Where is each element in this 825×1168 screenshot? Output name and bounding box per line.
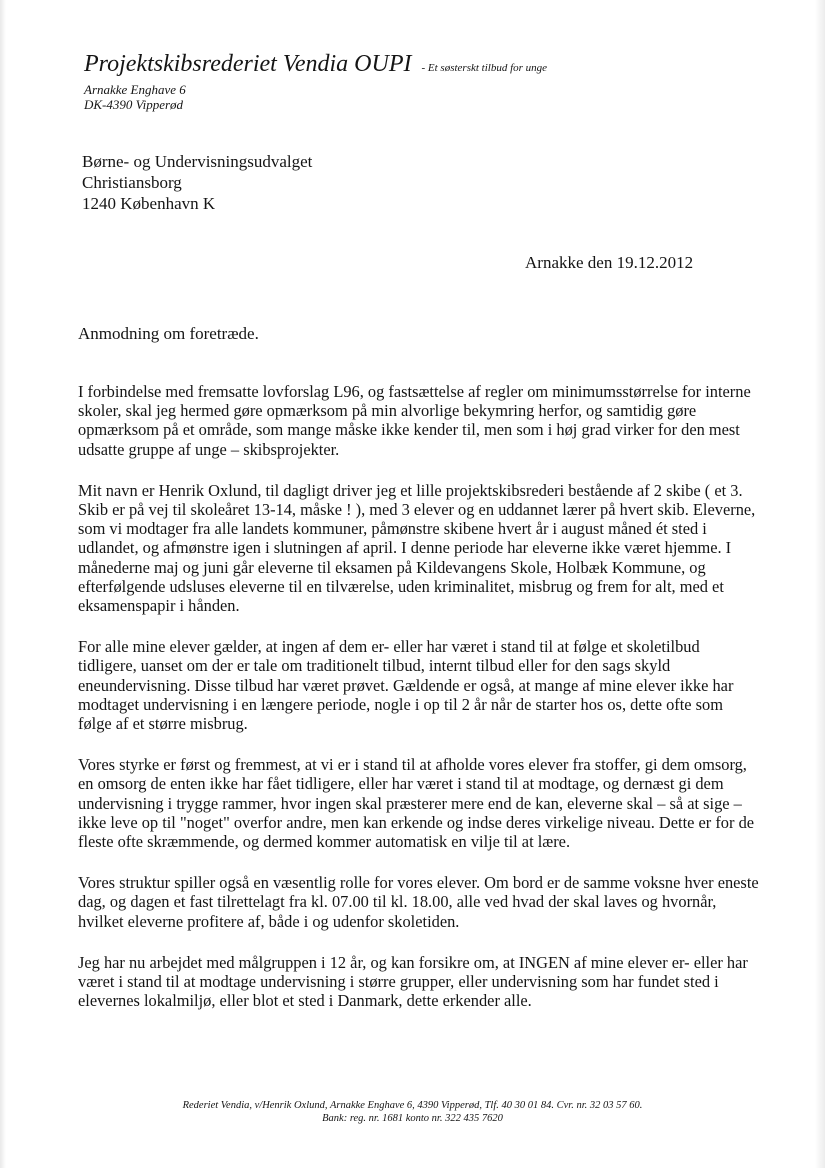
scan-edge-right [815,0,825,1168]
recipient-city: 1240 København K [82,194,216,213]
company-tagline: - Et søsterskt tilbud for unge [421,62,548,74]
recipient-block [82,151,312,214]
sender-address-city: DK-4390 Vipperød [84,97,184,112]
scan-edge-left [0,0,6,1168]
company-line [84,50,784,82]
letterhead [84,50,784,112]
sender-address-street: Arnakke Enghave 6 [84,82,186,97]
letter-body [78,382,760,1032]
paragraph-intro: I forbindelse med fremsatte lovforslag L96, og fastsættelse af regler om minimumsstørrelse for interne skoler, skal jeg hermed gøre opmærksom på min alvorlige bekymring herfor, og samtidig gøre opmærksom på et område, som mange måske ikke kender til, men som i høj grad virker for den mest udsatte gruppe af unge – skibsprojekter. [78,382,751,459]
recipient-name: Børne- og Undervisningsudvalget [82,152,313,171]
company-name: Projektskibsrederiet Vendia OUPI [84,51,412,77]
recipient-building: Christiansborg [82,173,182,192]
letter-footer [0,1099,825,1125]
paragraph-background: Mit navn er Henrik Oxlund, til dagligt driver jeg et lille projektskibsrederi bestående af 2 skibe ( et 3. Skib er på vej til skoleåret 13-14, måske ! ), med 3 elever og en uddannet lærer på hvert skib. Eleverne, som vi modtager fra alle landets kommuner, påmønstre skibene hvert år i august måned ét sted i udlandet, og afmønstre igen i slutningen af april. I denne periode har eleverne ikke været hjemme. I månederne maj og juni går eleverne til eksamen på Kildevangens Skole, Holbæk Kommune, og efterfølgende udsluses eleverne til en tilværelse, uden kriminalitet, misbrug og frem for alt, med et eksamenspapir i hånden. [78,480,756,616]
paragraph-experience: Jeg har nu arbejdet med målgruppen i 12 år, og kan forsikre om, at INGEN af mine elever er- eller har været i stand til at modtage undervisning i større grupper, eller undervisning som har fundet sted i elevernes lokalmiljø, eller blot et sted i Danmark, dette erkender alle. [78,952,748,1011]
paragraph-strengths: Vores styrke er først og fremmest, at vi er i stand til at afholde vores elever fra stoffer, gi dem omsorg, en omsorg de enten ikke har fået tidligere, eller har været i stand til at modtage, og dernæst gi dem undervisning i trygge rammer, hvor ingen skal præsterer mere end de kan, eleverne skal – så at sige – ikke leve op til "noget" overfor andre, men kan erkende og indse deres virkelige niveau. Dette er for de fleste ofte skræmmende, og dermed kommer automatisk en vilje til at lære. [78,755,755,852]
footer-contact: Rederiet Vendia, v/Henrik Oxlund, Arnakke Enghave 6, 4390 Vipperød, Tlf. 40 30 01 84. Cvr. nr. 32 03 57 60. [182,1100,643,1111]
letter-date: Arnakke den 19.12.2012 [525,253,694,272]
footer-bank: Bank: reg. nr. 1681 konto nr. 322 435 7620 [322,1113,503,1124]
paragraph-students: For alle mine elever gælder, at ingen af dem er- eller har været i stand til at følge et skoletilbud tidligere, uanset om der er tale om traditionelt tilbud, internt tilbud eller for den sags skyld eneundervisning. Disse tilbud har været prøvet. Gældende er også, at mange af mine elever ikke har modtaget undervisning i en længere periode, nogle i op til 2 år når de starter hos os, dette ofte som følge af et større misbrug. [78,637,734,734]
paragraph-structure: Vores struktur spiller også en væsentlig rolle for vores elever. Om bord er de samme voksne hver eneste dag, og dagen et fast tilrettelagt fra kl. 07.00 til kl. 18.00, alle ved hvad der skal laves og hvornår, hvilket eleverne profitere af, både i og udenfor skoletiden. [78,873,759,931]
letter-subject: Anmodning om foretræde. [78,324,259,343]
